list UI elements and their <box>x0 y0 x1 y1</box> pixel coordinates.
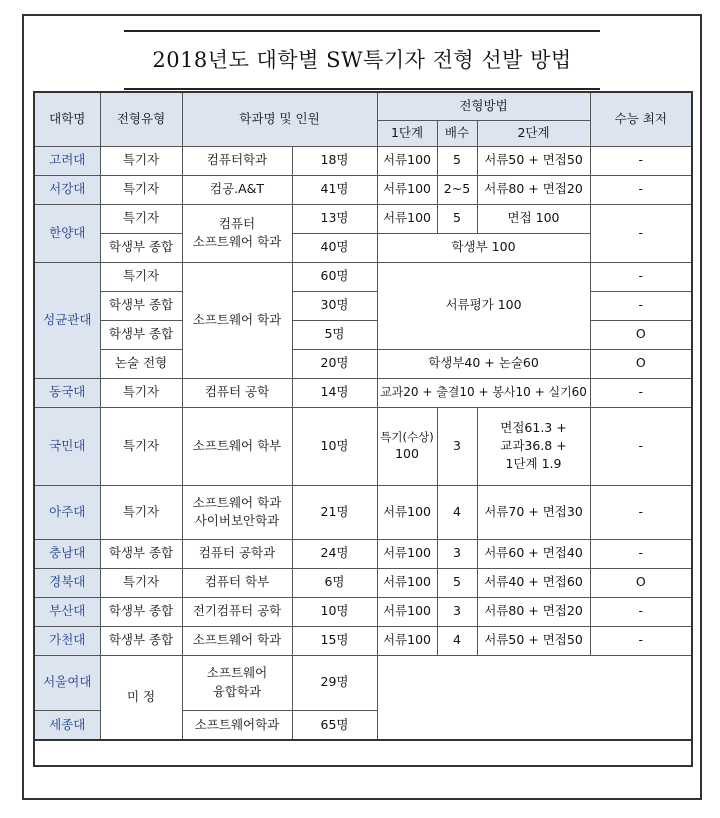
selection-table <box>33 91 693 767</box>
csat-cell: O <box>590 349 692 378</box>
header-type: 전형유형 <box>100 92 182 146</box>
csat-cell: - <box>590 378 692 407</box>
header-csat-min: 수능 최저 <box>590 92 692 146</box>
univ-cell: 세종대 <box>34 710 100 740</box>
stage1-cell: 서류100 <box>377 146 437 175</box>
type-cell: 학생부 종합 <box>100 233 182 262</box>
table-row <box>34 291 692 320</box>
count-cell: 6명 <box>292 568 377 597</box>
type-cell: 학생부 종합 <box>100 539 182 568</box>
stage2-line: 면접61.3 + <box>500 419 567 435</box>
table-row <box>34 204 692 233</box>
dept-cell: 컴퓨터학과 <box>182 146 292 175</box>
table-row <box>34 568 692 597</box>
table-row <box>34 740 692 766</box>
univ-cell: 가천대 <box>34 626 100 655</box>
stage1-cell: 서류100 <box>377 568 437 597</box>
table-row <box>34 320 692 349</box>
dept-line: 사이버보안학과 <box>194 513 280 528</box>
stage2-cell: 면접 100 <box>477 204 590 233</box>
multiplier-cell: 4 <box>437 485 477 539</box>
count-cell: 5명 <box>292 320 377 349</box>
csat-cell: O <box>590 568 692 597</box>
dept-line: 소프트웨어 <box>206 665 268 681</box>
stage2-cell: 서류80 + 면접20 <box>477 597 590 626</box>
method-cell: 학생부40 + 논술60 <box>377 349 590 378</box>
header-university: 대학명 <box>34 92 100 146</box>
stage1-line: 특기(수상) <box>380 429 434 444</box>
stage2-cell <box>477 407 590 485</box>
dept-cell: 전기컴퓨터 공학 <box>182 597 292 626</box>
count-cell: 14명 <box>292 378 377 407</box>
csat-cell: - <box>590 626 692 655</box>
document-page <box>22 14 702 800</box>
table-row <box>34 539 692 568</box>
count-cell: 13명 <box>292 204 377 233</box>
type-cell: 특기자 <box>100 204 182 233</box>
count-cell: 40명 <box>292 233 377 262</box>
table-row <box>34 349 692 378</box>
stage1-cell <box>377 407 437 485</box>
stage1-cell: 서류100 <box>377 626 437 655</box>
type-cell: 특기자 <box>100 175 182 204</box>
header-stage1: 1단계 <box>377 120 437 146</box>
count-cell: 30명 <box>292 291 377 320</box>
table-row <box>34 262 692 291</box>
type-cell: 특기자 <box>100 485 182 539</box>
count-cell: 29명 <box>292 655 377 710</box>
table-row <box>34 485 692 539</box>
csat-cell: O <box>590 320 692 349</box>
multiplier-cell: 3 <box>437 539 477 568</box>
multiplier-cell: 5 <box>437 568 477 597</box>
dept-cell: 소프트웨어 학과 <box>182 626 292 655</box>
stage1-cell: 서류100 <box>377 539 437 568</box>
stage2-cell: 서류60 + 면접40 <box>477 539 590 568</box>
stage2-cell: 서류80 + 면접20 <box>477 175 590 204</box>
dept-cell: 소프트웨어 학과 <box>182 262 292 378</box>
header-dept-count: 학과명 및 인원 <box>182 92 377 146</box>
stage2-cell: 서류40 + 면접60 <box>477 568 590 597</box>
stage2-cell: 서류50 + 면접50 <box>477 146 590 175</box>
header-stage2: 2단계 <box>477 120 590 146</box>
univ-cell: 부산대 <box>34 597 100 626</box>
type-cell: 학생부 종합 <box>100 626 182 655</box>
method-cell: 교과20 + 출결10 + 봉사10 + 실기60 <box>377 378 590 407</box>
multiplier-cell: 5 <box>437 204 477 233</box>
csat-cell: - <box>590 146 692 175</box>
count-cell: 65명 <box>292 710 377 740</box>
stage1-line: 100 <box>395 446 419 462</box>
header-method: 전형방법 <box>377 92 590 120</box>
csat-cell: - <box>590 175 692 204</box>
stage2-cell: 서류70 + 면접30 <box>477 485 590 539</box>
csat-cell: - <box>590 539 692 568</box>
count-cell: 41명 <box>292 175 377 204</box>
univ-cell: 경북대 <box>34 568 100 597</box>
method-cell: 서류평가 100 <box>377 262 590 349</box>
type-cell: 특기자 <box>100 568 182 597</box>
table-row <box>34 378 692 407</box>
count-cell: 21명 <box>292 485 377 539</box>
multiplier-cell: 5 <box>437 146 477 175</box>
dept-cell <box>182 204 292 262</box>
csat-cell: - <box>590 262 692 291</box>
univ-cell: 서울여대 <box>34 655 100 710</box>
multiplier-cell: 3 <box>437 597 477 626</box>
count-cell: 18명 <box>292 146 377 175</box>
univ-cell: 아주대 <box>34 485 100 539</box>
count-cell: 60명 <box>292 262 377 291</box>
stage2-line: 1단계 1.9 <box>505 456 562 472</box>
table-row <box>34 655 692 710</box>
stage1-cell: 서류100 <box>377 485 437 539</box>
type-cell: 특기자 <box>100 146 182 175</box>
multiplier-cell: 2~5 <box>437 175 477 204</box>
csat-cell: - <box>590 597 692 626</box>
type-cell: 학생부 종합 <box>100 291 182 320</box>
univ-cell: 서강대 <box>34 175 100 204</box>
csat-cell: - <box>590 407 692 485</box>
type-cell: 학생부 종합 <box>100 597 182 626</box>
type-cell: 특기자 <box>100 262 182 291</box>
univ-cell: 한양대 <box>34 204 100 262</box>
footer-empty-row <box>34 740 692 766</box>
count-cell: 20명 <box>292 349 377 378</box>
dept-cell: 컴퓨터 공학 <box>182 378 292 407</box>
table-row <box>34 146 692 175</box>
count-cell: 24명 <box>292 539 377 568</box>
table-row <box>34 175 692 204</box>
dept-cell: 컴퓨터 학부 <box>182 568 292 597</box>
csat-cell: - <box>590 485 692 539</box>
stage1-cell: 서류100 <box>377 175 437 204</box>
stage2-cell: 서류50 + 면접50 <box>477 626 590 655</box>
univ-cell: 국민대 <box>34 407 100 485</box>
univ-cell: 성균관대 <box>34 262 100 378</box>
univ-cell: 동국대 <box>34 378 100 407</box>
dept-cell <box>182 485 292 539</box>
dept-cell: 소프트웨어학과 <box>182 710 292 740</box>
method-cell: 학생부 100 <box>377 233 590 262</box>
type-cell: 학생부 종합 <box>100 320 182 349</box>
count-cell: 10명 <box>292 407 377 485</box>
type-cell: 논술 전형 <box>100 349 182 378</box>
table-row <box>34 626 692 655</box>
header-multiplier: 배수 <box>437 120 477 146</box>
csat-cell: - <box>590 291 692 320</box>
empty-cell <box>377 655 692 740</box>
multiplier-cell: 3 <box>437 407 477 485</box>
csat-cell: - <box>590 204 692 262</box>
title-box <box>124 30 600 90</box>
dept-cell: 컴공.A&T <box>182 175 292 204</box>
stage1-cell: 서류100 <box>377 597 437 626</box>
dept-cell <box>182 655 292 710</box>
count-cell: 15명 <box>292 626 377 655</box>
table-row <box>34 407 692 485</box>
dept-line: 소프트웨어 학과 <box>192 494 282 510</box>
type-cell: 특기자 <box>100 407 182 485</box>
dept-cell: 소프트웨어 학부 <box>182 407 292 485</box>
table-row <box>34 597 692 626</box>
dept-line: 소프트웨어 학과 <box>192 234 282 249</box>
univ-cell: 충남대 <box>34 539 100 568</box>
count-cell: 10명 <box>292 597 377 626</box>
stage2-line: 교과36.8 + <box>500 437 567 453</box>
page-title: 2018년도 대학별 SW특기자 전형 선발 방법 <box>152 48 572 72</box>
type-cell: 미 정 <box>100 655 182 740</box>
stage1-cell: 서류100 <box>377 204 437 233</box>
multiplier-cell: 4 <box>437 626 477 655</box>
dept-cell: 컴퓨터 공학과 <box>182 539 292 568</box>
type-cell: 특기자 <box>100 378 182 407</box>
dept-line: 컴퓨터 <box>218 215 256 231</box>
univ-cell: 고려대 <box>34 146 100 175</box>
dept-line: 융합학과 <box>212 683 262 699</box>
